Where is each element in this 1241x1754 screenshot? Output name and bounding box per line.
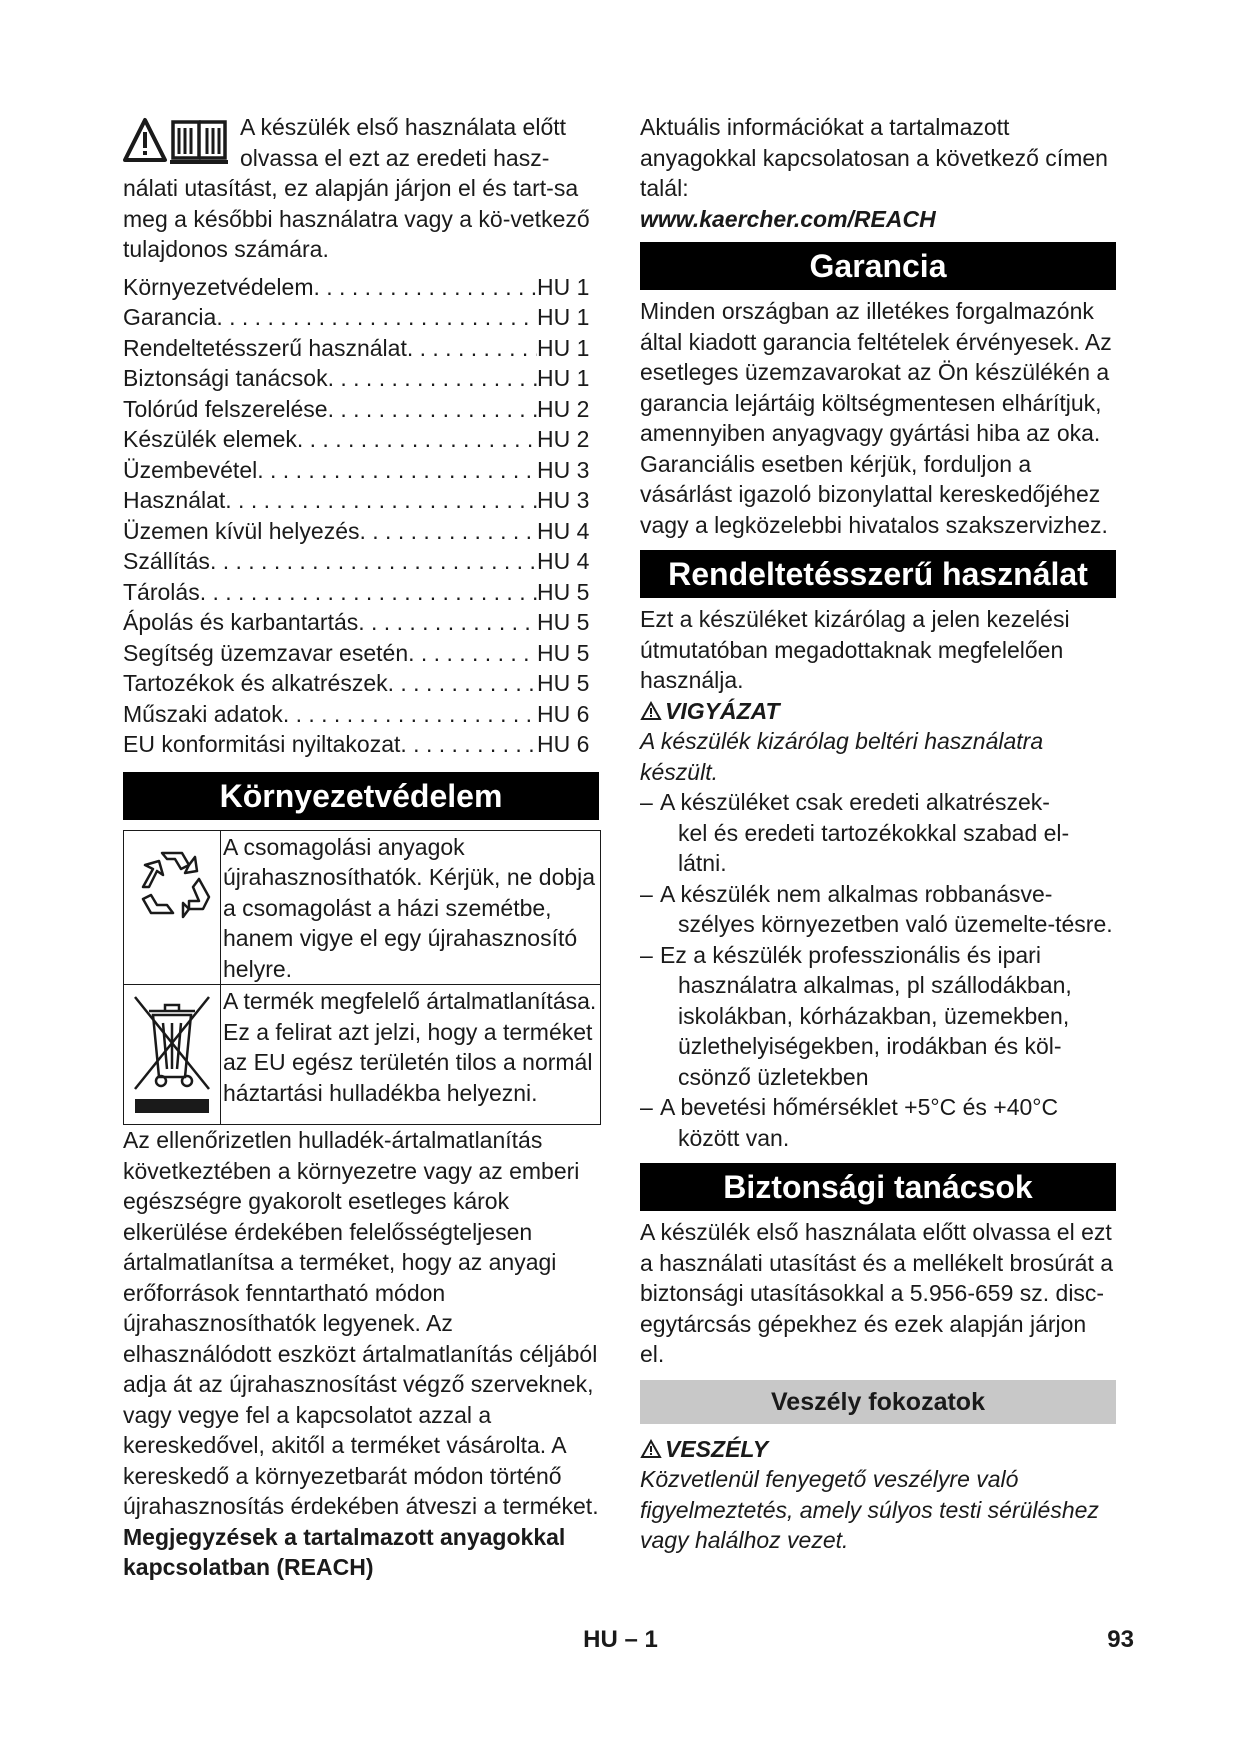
toc-row[interactable]: Rendeltetésszerű használat . . . HU 1: [123, 333, 599, 364]
table-of-contents: [123, 272, 599, 760]
toc-row[interactable]: Szállítás . . . HU 4: [123, 546, 599, 577]
toc-row[interactable]: Készülék elemek . . . HU 2: [123, 424, 599, 455]
recycling-cell: [124, 830, 221, 985]
warranty-heading: Garancia: [640, 242, 1116, 290]
danger-levels-heading: Veszély fokozatok: [640, 1380, 1116, 1424]
toc-row[interactable]: Műszaki adatok . . . HU 6: [123, 699, 599, 730]
toc-row[interactable]: Garancia . . . HU 1: [123, 302, 599, 333]
toc-row[interactable]: Üzemen kívül helyezés . . . HU 4: [123, 516, 599, 547]
warranty-text: Minden országban az illetékes forgalmazónk által kiadott garancia feltételek érvényesek. Az esetleges üzemzavarokat az Ön készülékén a garancia lejártáig költségmentesen elhárítjuk, amennyiben anyagvagy gyártási hiba az oka. Garanciális esetben kérjük, forduljon a vásárlást igazoló bizonylattal kereskedőjéhez vagy a legközelebbi hivatalos szakszervizhez.: [640, 298, 1112, 538]
list-item: – A készülék nem alkalmas robbanásve- szélyes környezetben való üzemelte-tésre.: [640, 880, 1113, 937]
warning-manual-icon: [123, 114, 229, 166]
disposal-text: A termék megfelelő ártalmatlanítása. Ez a felirat azt jelzi, hogy a terméket az EU egész területén tilos a normál háztartási hulladékba helyezni.: [221, 985, 601, 1125]
caution-label: VIGYÁZAT: [640, 696, 1116, 727]
toc-row[interactable]: Használat . . . HU 3: [123, 485, 599, 516]
list-item: – A készüléket csak eredeti alkatrészek- kel és eredeti tartozékokkal szabad el-látni.: [640, 789, 1070, 876]
list-item: – A bevetési hőmérséklet +5°C és +40°C között van.: [640, 1094, 1059, 1151]
right-column: [640, 112, 1116, 1556]
toc-row[interactable]: Segítség üzemzavar esetén . . . HU 5: [123, 638, 599, 669]
reach-text: Aktuális információkat a tartalmazott anyagokkal kapcsolatosan a következő címen talál:: [640, 114, 1108, 201]
toc-row[interactable]: Tárolás . . . HU 5: [123, 577, 599, 608]
warning-triangle-icon: [640, 1439, 662, 1459]
environment-table: [123, 830, 601, 1126]
intended-use-heading: Rendeltetésszerű használat: [640, 550, 1116, 598]
footer-label: HU – 1: [583, 1626, 658, 1653]
environment-heading: Környezetvédelem: [123, 772, 599, 820]
warning-triangle-icon: [640, 701, 662, 721]
toc-row[interactable]: EU konformitási nyiltakozat . . . HU 6: [123, 729, 599, 760]
toc-row[interactable]: Környezetvédelem . . . HU 1: [123, 272, 599, 303]
intro-line-2: olvassa el ezt az eredeti hasz-: [240, 144, 550, 171]
toc-row[interactable]: Biztonsági tanácsok . . . HU 1: [123, 363, 599, 394]
caution-text: A készülék kizárólag beltéri használatra készült.: [640, 728, 1044, 785]
intro-rest: nálati utasítást, ez alapján járjon el és tart-sa meg a későbbi használatra vagy a kö-vetkező tulajdonos számára.: [123, 175, 590, 262]
list-item: – Ez a készülék professzionális és ipari használatra alkalmas, pl szállodákban, iskolákban, kórházakban, üzemekben, üzlethelyiségekben, irodákban és köl-csönző üzletekben: [640, 941, 1072, 1090]
packaging-text: A csomagolási anyagok újrahasznosíthatók. Kérjük, ne dobja a csomagolást a házi szemétbe, hanem vigye el egy újrahasznosító helyre.: [221, 830, 601, 985]
page-number: 93: [1107, 1626, 1134, 1653]
disposal-cell: [124, 985, 221, 1125]
intro-line-1: A készülék első használata előtt: [240, 114, 567, 140]
danger-label: VESZÉLY: [640, 1434, 1116, 1465]
intro: [123, 112, 599, 265]
intended-use-text: Ezt a készüléket kizárólag a jelen kezelési útmutatóban megadottaknak megfelelően használja.: [640, 606, 1070, 693]
safety-heading: Biztonsági tanácsok: [640, 1163, 1116, 1211]
environment-paragraph: Az ellenőrizetlen hulladék-ártalmatlanítás következtében a környezetre vagy az emberi egészségre gyakorolt esetleges károk elkerülése érdekében felelősségteljesen ártalmatlanítsa a terméket, hogy az anyagi erőforrások fenntartható módon újrahasznosíthatók legyenek. Az elhasználódott eszközt ártalmatlanítás céljából adja át az újrahasznosítást végző szerveknek, vagy vegye fel a kapcsolatot azzal a kereskedővel, akitől a terméket vásárolta. A kereskedő a környezetbarát módon történő újrahasznosítás érdekében átveszi a terméket.: [123, 1127, 599, 1519]
reach-url[interactable]: www.kaercher.com/REACH: [640, 205, 936, 232]
safety-text: A készülék első használata előtt olvassa el ezt a használati utasítást és a mellékelt brosúrát a biztonsági utasításokkal a 5.956-659 sz. disc-egytárcsás gépekhez és ezek alapján járjon el.: [640, 1219, 1114, 1367]
toc-row[interactable]: Üzembevétel . . . HU 3: [123, 455, 599, 486]
crossed-bin-icon: [127, 989, 217, 1119]
toc-row[interactable]: Tartozékok és alkatrészek . . . HU 5: [123, 668, 599, 699]
danger-text: Közvetlenül fenyegető veszélyre való figyelmeztetés, amely súlyos testi sérüléshez vagy halálhoz vezet.: [640, 1466, 1099, 1553]
left-column: [123, 112, 599, 1583]
reach-heading: Megjegyzések a tartalmazott anyagokkal kapcsolatban (REACH): [123, 1523, 566, 1580]
toc-row[interactable]: Tolórúd felszerelése . . . HU 2: [123, 394, 599, 425]
toc-row[interactable]: Ápolás és karbantartás . . . HU 5: [123, 607, 599, 638]
recycling-icon: [127, 839, 217, 929]
